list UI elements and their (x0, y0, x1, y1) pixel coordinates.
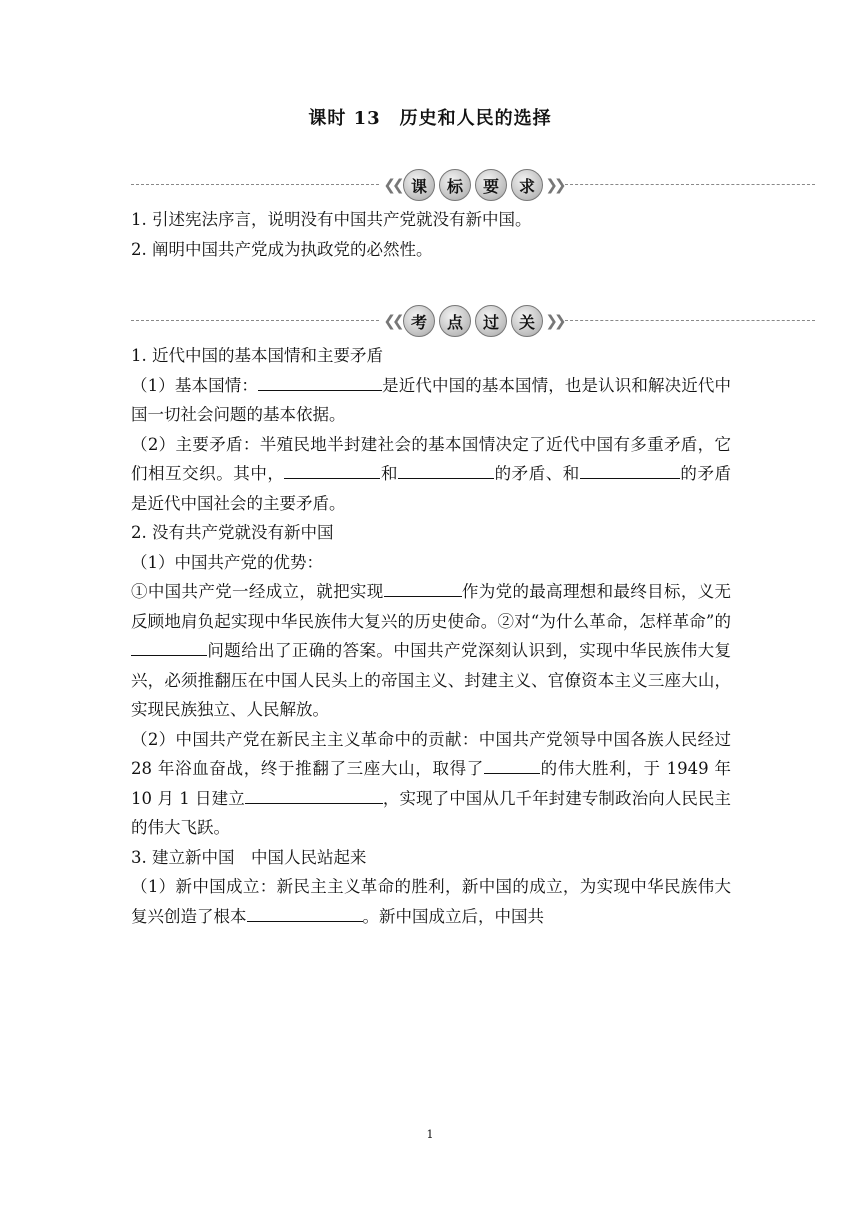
fill-blank[interactable] (284, 460, 380, 479)
banner-char: 标 (439, 169, 471, 201)
standards-list (131, 205, 731, 264)
fill-blank[interactable] (384, 578, 462, 597)
page-number: 1 (426, 1128, 434, 1141)
banner-char: 考 (403, 305, 435, 337)
double-chevron-left-icon: ❮❮ (383, 176, 401, 194)
section-banner-standards (131, 167, 815, 203)
double-chevron-right-icon: ❯❯ (545, 176, 563, 194)
divider-line (565, 320, 815, 321)
list-item: 1. 引述宪法序言，说明没有中国共产党就没有新中国。 (131, 210, 532, 229)
paragraph: （1）新中国成立：新民主主义革命的胜利，新中国的成立，为实现中华民族伟大复兴创造了根本 。新中国成立后，中国共 (131, 877, 731, 926)
banner-char: 过 (475, 305, 507, 337)
banner-char: 求 (511, 169, 543, 201)
paragraph: （2）主要矛盾：半殖民地半封建社会的基本国情决定了近代中国有多重矛盾，它们相互交织。其中， 和 的矛盾、和 的矛盾是近代中国社会的主要矛盾。 (131, 434, 732, 513)
divider-line (131, 320, 379, 321)
topics-content (131, 341, 731, 931)
lesson-title: 课时 13 历史和人民的选择 (308, 108, 552, 129)
fill-blank[interactable] (398, 460, 494, 479)
fill-blank[interactable] (247, 903, 363, 922)
heading: 2. 没有共产党就没有新中国 (131, 523, 334, 542)
list-item: 2. 阐明中国共产党成为执政党的必然性。 (131, 239, 433, 259)
heading: 1. 近代中国的基本国情和主要矛盾 (131, 346, 383, 365)
banner-char: 点 (439, 305, 471, 337)
paragraph: （1）基本国情： 是近代中国的基本国情，也是认识和解决近代中国一切社会问题的基本依据。 (131, 371, 731, 430)
double-chevron-left-icon: ❮❮ (383, 312, 401, 330)
paragraph: （1）中国共产党的优势： (131, 552, 323, 572)
paragraph: （2）中国共产党在新民主主义革命中的贡献：中国共产党领导中国各族人民经过 28 年浴血奋战，终于推翻了三座大山，取得了 的伟大胜利，于 1949 年 10 月 1 日建立 ，实现了中国从几千年封建专制政治向人民民主的伟大飞跃。 (131, 729, 731, 837)
fill-blank[interactable] (580, 460, 680, 479)
fill-blank[interactable] (258, 372, 382, 391)
section-banner-topics (131, 303, 815, 339)
divider-line (565, 184, 815, 185)
heading: 3. 建立新中国 中国人民站起来 (131, 847, 367, 867)
fill-blank[interactable] (131, 637, 207, 656)
double-chevron-right-icon: ❯❯ (545, 312, 563, 330)
fill-blank[interactable] (245, 785, 383, 804)
banner-char: 要 (475, 169, 507, 201)
banner-char: 课 (403, 169, 435, 201)
divider-line (131, 184, 379, 185)
paragraph: ①中国共产党一经成立，就把实现 作为党的最高理想和最终目标，义无反顾地肩负起实现中华民族伟大复兴的历史使命。②对“为什么革命，怎样革命”的问题给出了正确的答案。中国共产党深刻认识到，实现中华民族伟大复兴，必须推翻压在中国人民头上的帝国主义、封建主义、官僚资本主义三座大山，实现民族独立、人民解放。 (131, 577, 731, 725)
fill-blank[interactable] (484, 755, 540, 774)
banner-char: 关 (511, 305, 543, 337)
